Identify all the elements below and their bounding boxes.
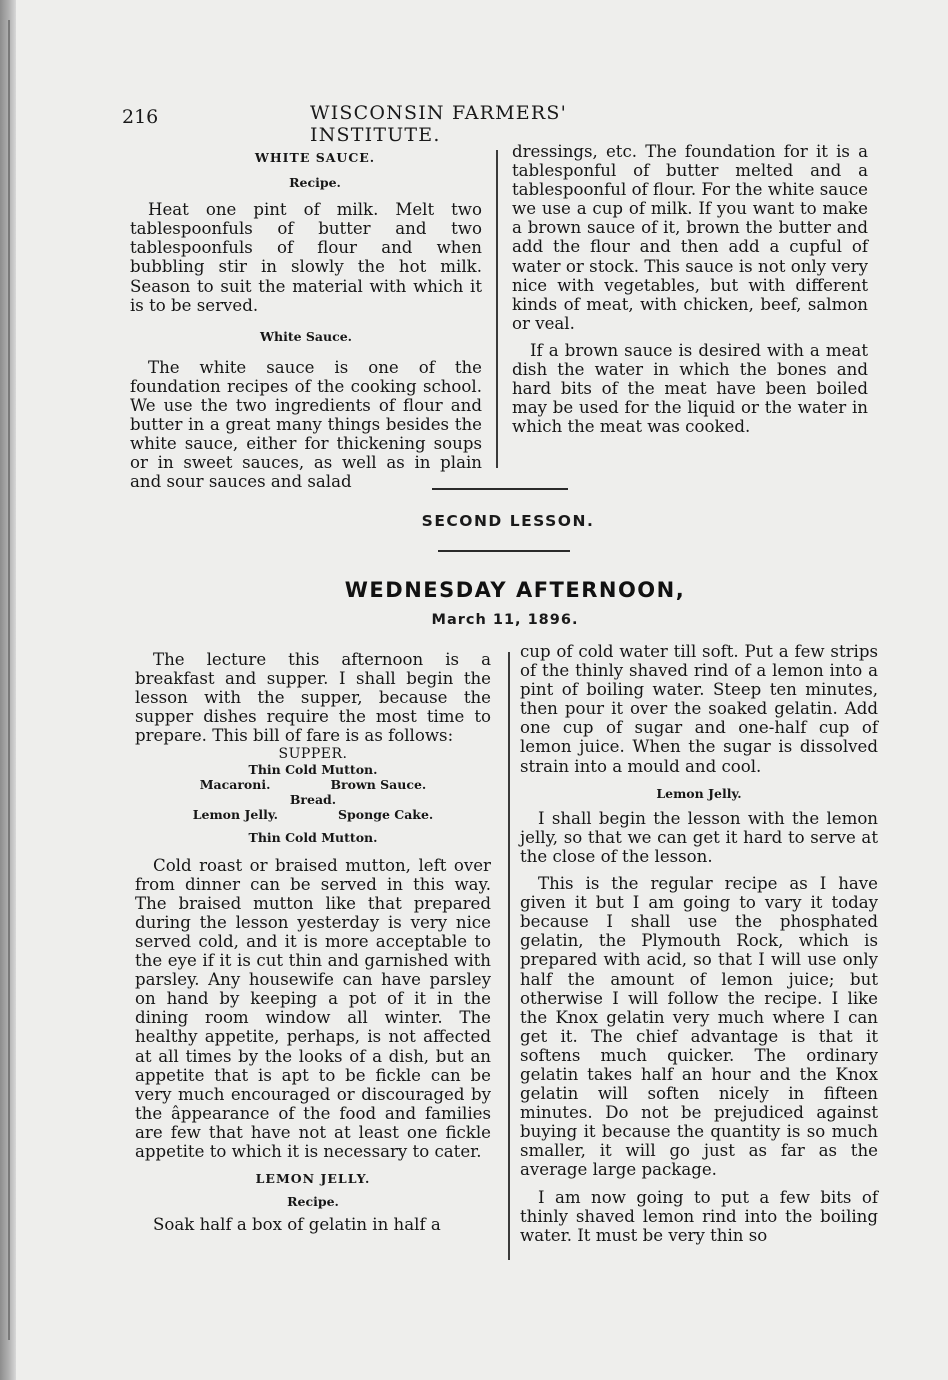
menu-item: Sponge Cake. [338, 807, 434, 823]
column-top-left [130, 148, 482, 492]
menu-item: Bread. [289, 792, 337, 808]
column-divider [496, 150, 498, 468]
paragraph: dressings, etc. The foundation for it is a tablesponful of butter melted and a tablespoonful of flour. For the white sauce we use a cup of milk. If you want to make a brown sauce of it, brown the butter and add the flour and then add a cupful of water or stock. This sauce is not only very nice with vegetables, but with different kinds of meat, with chicken, beef, salmon or veal. [512, 142, 868, 333]
menu-item: Thin Cold Mutton. [248, 762, 378, 778]
section-rule [438, 550, 570, 552]
heading-white-sauce: WHITE SAUCE. [254, 150, 376, 165]
book-spine [0, 0, 16, 1380]
page-number: 216 [122, 106, 159, 128]
paragraph: This is the regular recipe as I have given it but I am going to vary it today because I shall use the phosphated gelatin, the Plymouth Rock, which is prepared with acid, so that I will use only half the amount of lemon juice; but otherwise I will follow the recipe. I like the Knox gelatin very much where I can get it. The chief advantage is that it softens much quicker. The ordinary gelatin takes half an hour and the Knox gelatin will soften nicely in fifteen minutes. Do not be prejudiced against buying it because the quantity is so much smaller, it will go just as far as the average large package. [520, 874, 878, 1180]
paragraph: Cold roast or braised mutton, left over from dinner can be served in this way. The braised mutton like that prepared during the lesson yesterday is very nice served cold, and it is more acceptable to the eye if it is cut thin and garnished with parsley. Any housewife can have parsley on hand by keeping a pot of it in the dining room window all winter. The healthy appetite, perhaps, is not affected at all times by the looks of a dish, but an appetite that is apt to be fickle can be very much encouraged or discouraged by the âppearance of the food and families are few that have not at least one fickle appetite to which it is necessary to cater. [135, 855, 491, 1161]
subheading-white-sauce: White Sauce. [259, 328, 353, 344]
heading-lemon-jelly: LEMON JELLY. [255, 1171, 371, 1187]
paragraph: Soak half a box of gelatin in half a [153, 1215, 441, 1235]
paragraph: I am now going to put a few bits of thinly shaved lemon rind into the boiling water. It must be very thin so [520, 1187, 878, 1245]
paragraph: The white sauce is one of the foundation recipes of the cooking school. We use the two ingredients of flour and butter in a great many things besides the white sauce, either for thickening soups or in sweet sauces, as well as in plain and sour sauces and salad [130, 357, 482, 492]
running-head: WISCONSIN FARMERS' INSTITUTE. [310, 102, 568, 146]
section-rule [432, 488, 568, 490]
paragraph: I shall begin the lesson with the lemon jelly, so that we can get it hard to serve at the close of the lesson. [520, 808, 878, 866]
paragraph: Heat one pint of milk. Melt two tablespoonfuls of butter and two tablespoonfuls of flour and when bubbling stir in slowly the hot milk. Season to suit the material with which it is to be served. [130, 200, 482, 315]
bill-of-fare [135, 747, 491, 822]
gutter-line [8, 20, 10, 1340]
column-divider [508, 652, 510, 1260]
column-top-right [512, 142, 868, 436]
menu-title: SUPPER. [278, 746, 348, 763]
subheading-recipe: Recipe. [287, 1194, 339, 1210]
lesson-title: SECOND LESSON. [421, 512, 595, 530]
subheading-thin-cold-mutton: Thin Cold Mutton. [248, 830, 378, 846]
paragraph: If a brown sauce is desired with a meat dish the water in which the bones and hard bits of the meat have been boiled may be used for the liquid or the water in which the meat was cooked. [512, 340, 868, 437]
column-bottom-right [520, 642, 878, 1245]
menu-item: Brown Sauce. [330, 777, 427, 793]
paragraph: cup of cold water till soft. Put a few strips of the thinly shaved rind of a lemon into a pint of boiling water. Steep ten minutes, then pour it over the soaked gelatin. Add one cup of sugar and one-half cup of lemon juice. When the sugar is dissolved strain into a mould and cool. [520, 642, 878, 776]
paragraph: The lecture this afternoon is a breakfast and supper. I shall begin the lesson with the supper, because the supper dishes require the most time to prepare. This bill of fare is as follows: [135, 650, 491, 746]
session-title: WEDNESDAY AFTERNOON, [344, 578, 686, 602]
page-header [122, 100, 682, 146]
subheading-recipe: Recipe. [289, 175, 341, 191]
menu-item: Lemon Jelly. [192, 807, 279, 823]
column-bottom-left [135, 650, 491, 1234]
subheading-lemon-jelly: Lemon Jelly. [656, 785, 742, 801]
lesson-date: March 11, 1896. [431, 612, 579, 628]
menu-item: Macaroni. [199, 777, 271, 793]
